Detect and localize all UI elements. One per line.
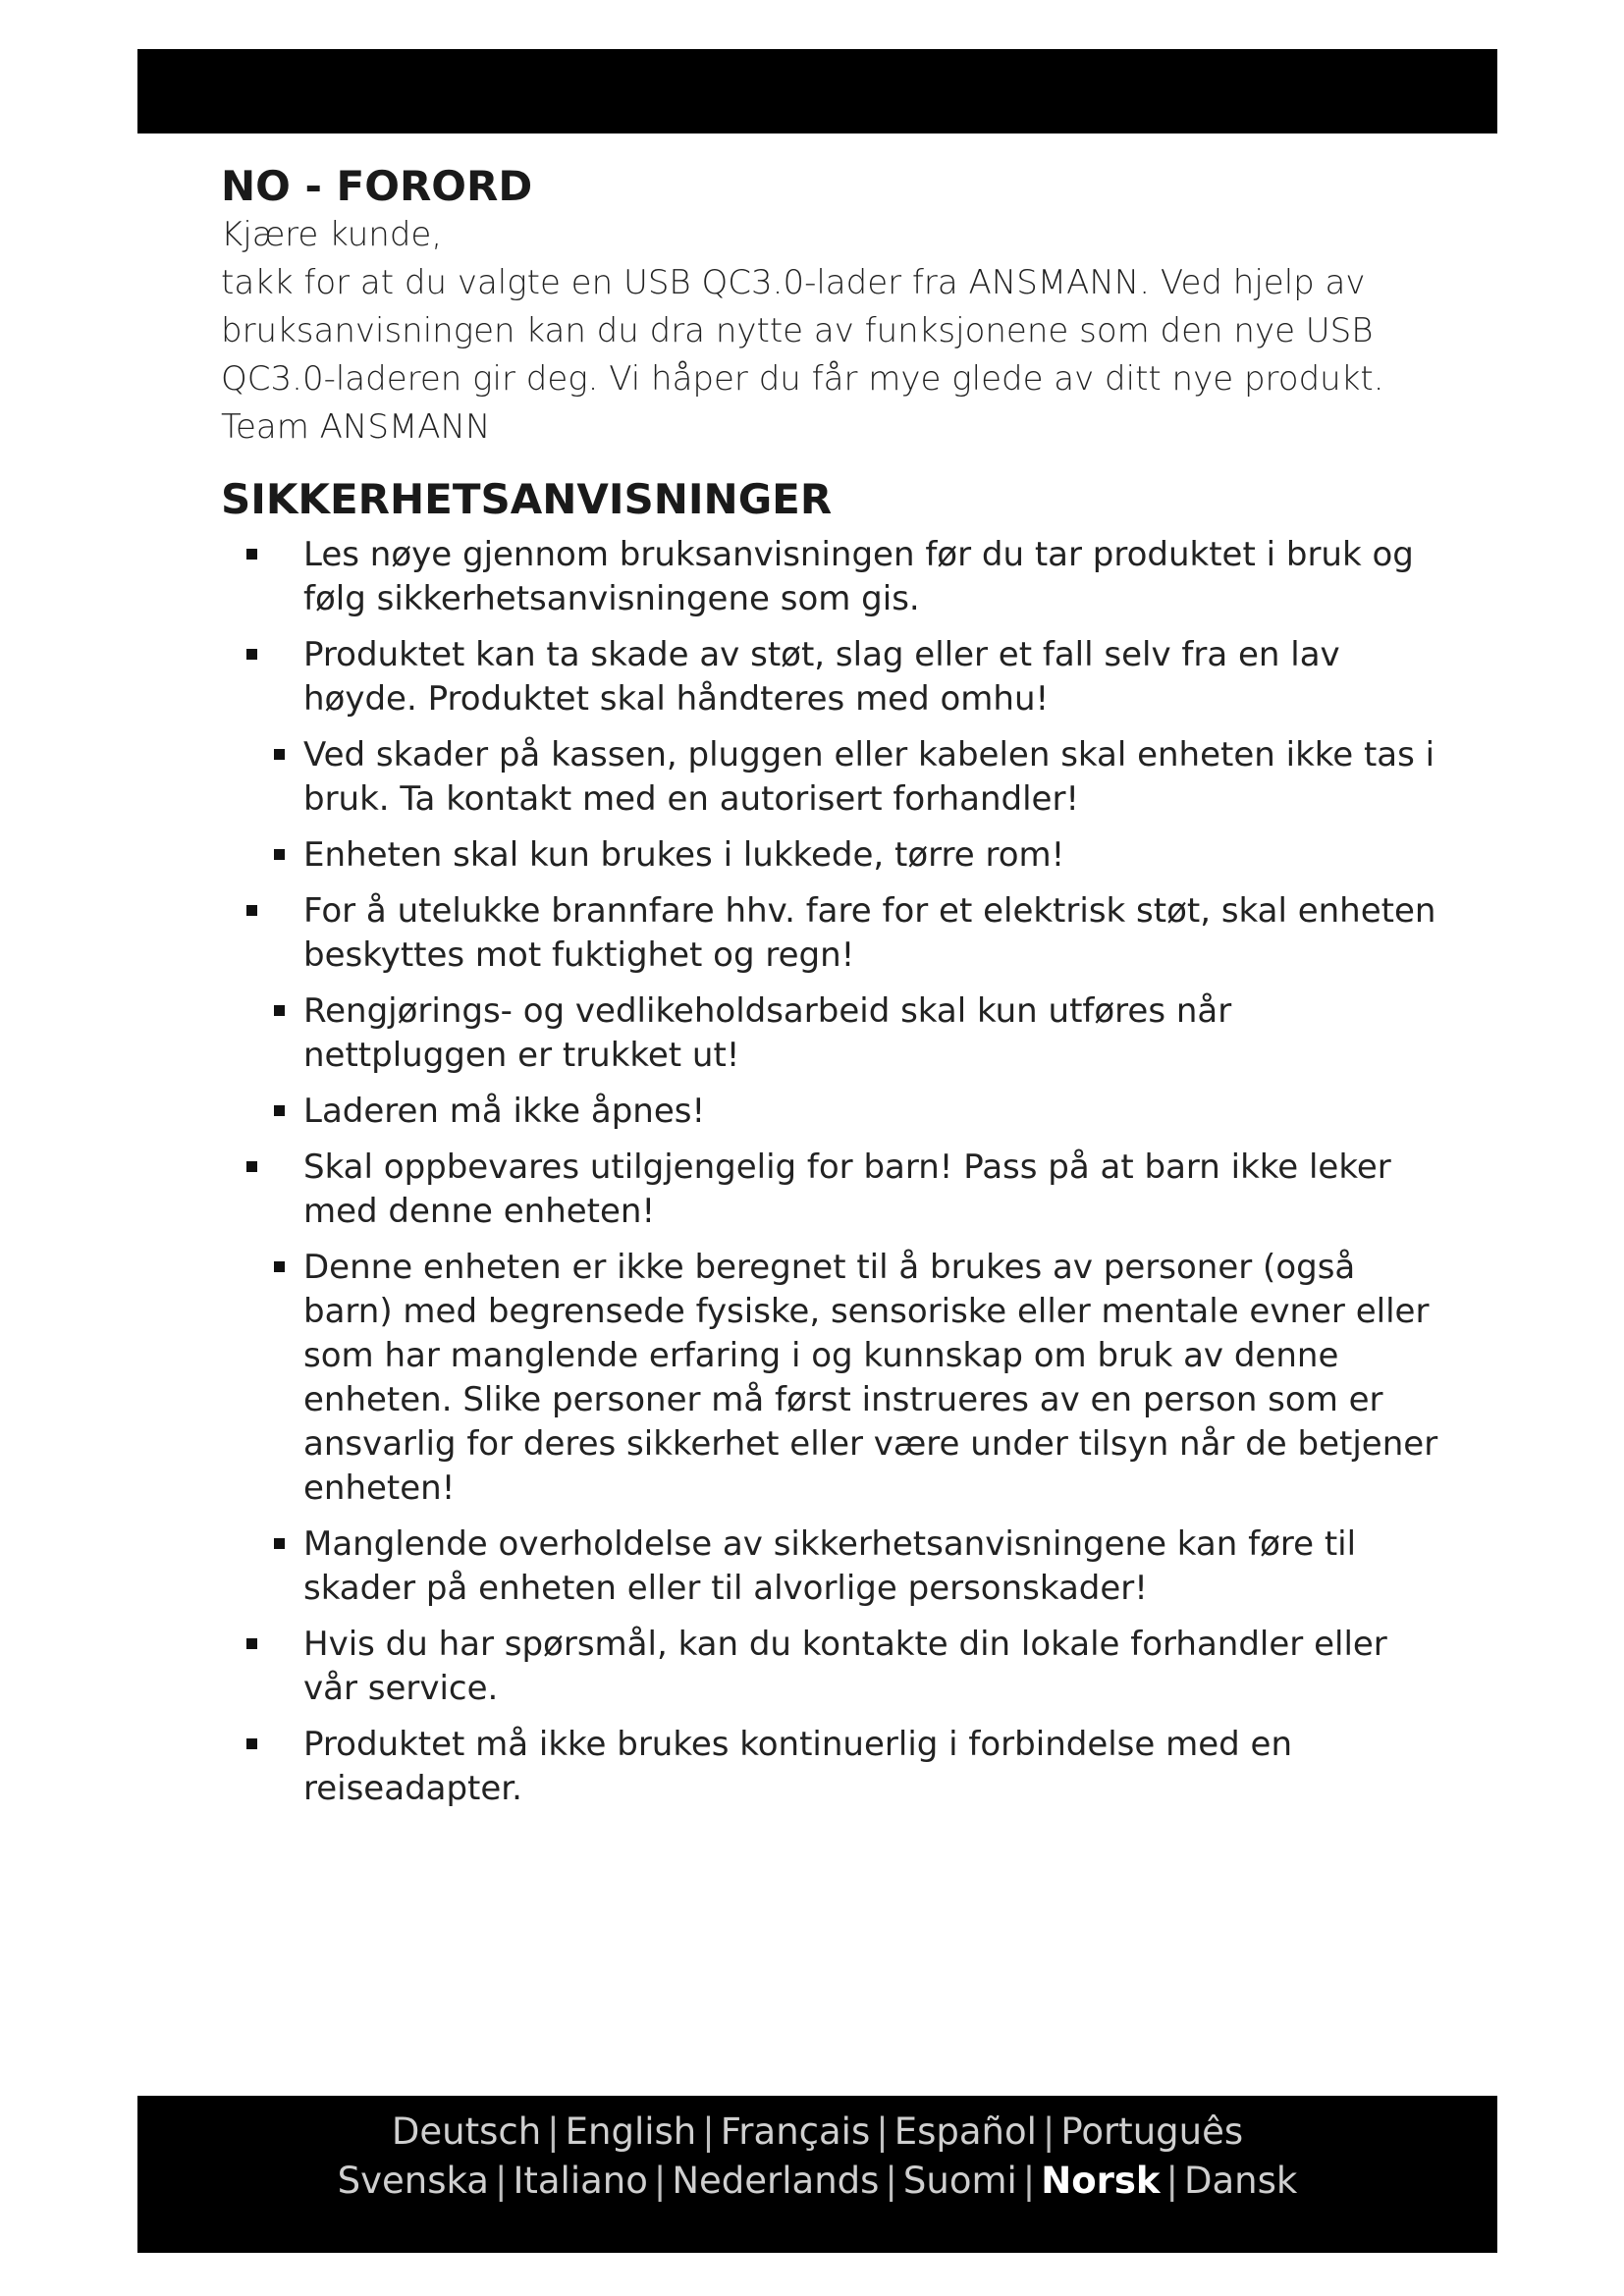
safety-title: SIKKERHETSANVISNINGER <box>221 475 833 524</box>
safety-item-text: Hvis du har spørsmål, kan du kontakte din lokale forhandler eller vår service. <box>303 1624 1387 1708</box>
safety-item-text: Denne enheten er ikke beregnet til å brukes av personer (også barn) med begrensede fysiske, sensoriske eller mentale evner eller som har manglende erfaring i og kunnskap om bruk av denne enheten. Slike personer må først instrueres av en person som er ansvarlig for deres sikkerhet eller være under tilsyn når de betjener enheten! <box>303 1247 1438 1508</box>
intro-section <box>221 211 1438 452</box>
safety-item <box>221 1246 1438 1511</box>
bullet-square-icon <box>246 649 257 660</box>
language-link-suomi[interactable]: Suomi <box>902 2160 1017 2202</box>
bullet-square-icon <box>246 549 257 560</box>
safety-item-text: Skal oppbevares utilgjengelig for barn! Pass på at barn ikke leker med denne enheten! <box>303 1147 1391 1231</box>
title-dash: - <box>304 162 337 210</box>
safety-item-text: Produktet må ikke brukes kontinuerlig i forbindelse med en reiseadapter. <box>303 1724 1293 1808</box>
bullet-square-icon <box>274 1261 285 1272</box>
language-link-deutsch[interactable]: Deutsch <box>391 2110 542 2153</box>
language-code: NO <box>221 162 291 210</box>
language-link-português[interactable]: Português <box>1060 2110 1244 2153</box>
safety-list <box>221 533 1438 1811</box>
language-link-dansk[interactable]: Dansk <box>1184 2160 1298 2202</box>
language-link-español[interactable]: Español <box>893 2110 1037 2153</box>
safety-item-text: Laderen må ikke åpnes! <box>303 1091 706 1131</box>
safety-item <box>221 1623 1438 1711</box>
language-link-nederlands[interactable]: Nederlands <box>672 2160 880 2202</box>
bullet-square-icon <box>274 1538 285 1549</box>
language-separator: | <box>1042 2110 1056 2153</box>
bullet-square-icon <box>246 1738 257 1749</box>
bullet-square-icon <box>246 1638 257 1649</box>
bullet-square-icon <box>274 749 285 760</box>
intro-body: takk for at du valgte en USB QC3.0-lader fra ANSMANN. Ved hjelp av bruksanvisningen kan du dra nytte av funksjonene som den nye USB QC3.0-laderen gir deg. Vi håper du får mye glede av ditt nye produkt. <box>221 263 1384 400</box>
language-separator: | <box>547 2110 560 2153</box>
language-separator: | <box>876 2110 889 2153</box>
top-black-bar <box>137 49 1497 133</box>
safety-item <box>221 833 1438 878</box>
greeting: Kjære kunde, <box>221 215 443 255</box>
safety-item-text: Rengjørings- og vedlikeholdsarbeid skal kun utføres når nettpluggen er trukket ut! <box>303 990 1232 1075</box>
title-text: FORORD <box>336 162 533 210</box>
language-row-2 <box>137 2157 1497 2206</box>
bullet-square-icon <box>246 905 257 916</box>
safety-item-text: Enheten skal kun brukes i lukkede, tørre rom! <box>303 834 1065 875</box>
safety-item <box>221 889 1438 978</box>
safety-item-text: Produktet kan ta skade av støt, slag eller et fall selv fra en lav høyde. Produktet skal håndteres med omhu! <box>303 634 1340 719</box>
safety-item <box>221 989 1438 1078</box>
bullet-square-icon <box>274 849 285 860</box>
bullet-square-icon <box>246 1161 257 1172</box>
bullet-square-icon <box>274 1105 285 1116</box>
safety-item-text: Les nøye gjennom bruksanvisningen før du tar produktet i bruk og følg sikkerhetsanvisningene som gis. <box>303 534 1414 618</box>
language-link-français[interactable]: Français <box>720 2110 871 2153</box>
language-separator: | <box>1165 2160 1178 2202</box>
language-link-svenska[interactable]: Svenska <box>337 2160 489 2202</box>
language-separator: | <box>885 2160 897 2202</box>
language-link-english[interactable]: English <box>565 2110 697 2153</box>
page-title <box>221 162 1438 211</box>
safety-item-text: Manglende overholdelse av sikkerhetsanvisningene kan føre til skader på enheten eller til alvorlige personskader! <box>303 1523 1357 1608</box>
language-link-norsk[interactable]: Norsk <box>1041 2160 1161 2202</box>
safety-item <box>221 533 1438 621</box>
safety-item <box>221 733 1438 822</box>
safety-item <box>221 1090 1438 1134</box>
language-link-italiano[interactable]: Italiano <box>513 2160 648 2202</box>
language-separator: | <box>1022 2160 1036 2202</box>
safety-item <box>221 633 1438 721</box>
page-content <box>221 162 1438 1823</box>
safety-item-text: Ved skader på kassen, pluggen eller kabelen skal enheten ikke tas i bruk. Ta kontakt med en autorisert forhandler! <box>303 734 1435 819</box>
language-separator: | <box>494 2160 508 2202</box>
safety-item <box>221 1723 1438 1811</box>
language-separator: | <box>653 2160 667 2202</box>
safety-item <box>221 1522 1438 1611</box>
language-footer <box>137 2096 1497 2253</box>
safety-item-text: For å utelukke brannfare hhv. fare for et elektrisk støt, skal enheten beskyttes mot fuktighet og regn! <box>303 890 1436 975</box>
signature: Team ANSMANN <box>221 407 491 448</box>
language-row-1 <box>137 2108 1497 2157</box>
language-separator: | <box>702 2110 715 2153</box>
bullet-square-icon <box>274 1005 285 1016</box>
safety-item <box>221 1146 1438 1234</box>
